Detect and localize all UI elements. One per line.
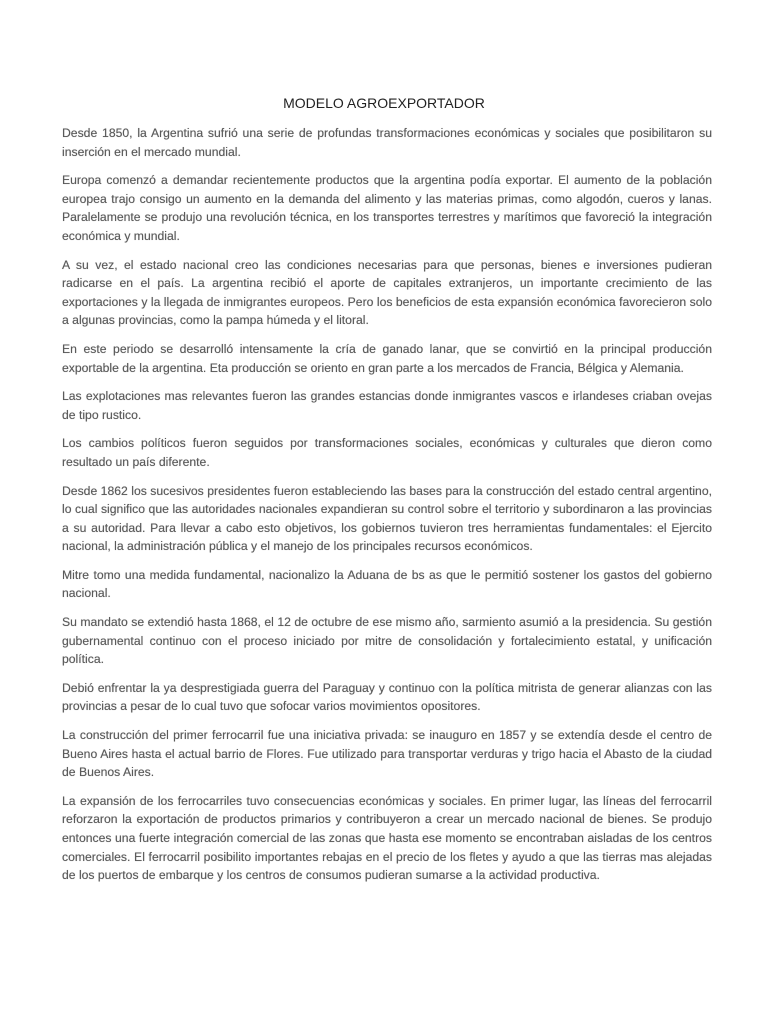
- paragraph: Su mandato se extendió hasta 1868, el 12 de octubre de ese mismo año, sarmiento asumió a la presidencia. Su gestión gubernamental continuo con el proceso iniciado por mitre de consolidación y fortalecimiento estatal, y unificación política.: [62, 615, 712, 667]
- paragraph: Los cambios políticos fueron seguidos por transformaciones sociales, económicas y culturales que dieron como resultado un país diferente.: [62, 436, 712, 469]
- paragraph: Desde 1862 los sucesivos presidentes fueron estableciendo las bases para la construcción del estado central argentino, lo cual significo que las autoridades nacionales expandieran su control sobre el territorio y subordinaron a las provincias a su autoridad. Para llevar a cabo esto objetivos, los gobiernos tuvieron tres herramientas fundamentales: el Ejercito nacional, la administración pública y el manejo de los principales recursos económicos.: [62, 483, 712, 554]
- paragraph: La construcción del primer ferrocarril fue una iniciativa privada: se inauguro en 1857 y se extendía desde el centro de Bueno Aires hasta el actual barrio de Flores. Fue utilizado para transportar verduras y trigo hacia el Abasto de la ciudad de Buenos Aires.: [62, 728, 712, 780]
- paragraph: Debió enfrentar la ya desprestigiada guerra del Paraguay y continuo con la política mitrista de generar alianzas con las provincias a pesar de lo cual tuvo que sofocar varios movimientos opositores.: [62, 680, 712, 714]
- paragraph: Las explotaciones mas relevantes fueron las grandes estancias donde inmigrantes vascos e irlandeses criaban ovejas de tipo rustico.: [62, 389, 712, 422]
- paragraph: La expansión de los ferrocarriles tuvo consecuencias económicas y sociales. En primer lugar, las líneas del ferrocarril reforzaron la exportación de productos primarios y contribuyeron a crear un mercado nacional de bienes. Se produjo entonces una fuerte integración comercial de las zonas que hasta ese momento se encontraban aisladas de los centros comerciales. El ferrocarril posibilito importantes rebajas en el precio de los fletes y ayudo a que las tierras mas alejadas de los puertos de embarque y los centros de consumos pudieran sumarse a la actividad productiva.: [62, 793, 712, 883]
- paragraph: Mitre tomo una medida fundamental, nacionalizo la Aduana de bs as que le permitió sostener los gastos del gobierno nacional.: [62, 567, 712, 601]
- document-body: [62, 124, 712, 895]
- paragraph: En este periodo se desarrolló intensamente la cría de ganado lanar, que se convirtió en la principal producción exportable de la argentina. Eta producción se oriento en gran parte a los mercados de Francia, Bélgica y Alemania.: [62, 341, 712, 375]
- paragraph: Europa comenzó a demandar recientemente productos que la argentina podía exportar. El aumento de la población europea trajo consigo un aumento en la demanda del alimento y las materias primas, como algodón, cueros y lanas. Paralelamente se produjo una revolución técnica, en los transportes terrestres y marítimos que favoreció la integración económica y mundial.: [62, 173, 712, 243]
- paragraph: A su vez, el estado nacional creo las condiciones necesarias para que personas, bienes e inversiones pudieran radicarse en el país. La argentina recibió el aporte de capitales extranjeros, un importante crecimiento de las exportaciones y la llegada de inmigrantes europeos. Pero los beneficios de esta expansión económica favorecieron solo a algunas provincias, como la pampa húmeda y el litoral.: [62, 257, 712, 328]
- document-title: MODELO AGROEXPORTADOR: [283, 95, 485, 111]
- paragraph: Desde 1850, la Argentina sufrió una serie de profundas transformaciones económicas y sociales que posibilitaron su inserción en el mercado mundial.: [62, 126, 712, 159]
